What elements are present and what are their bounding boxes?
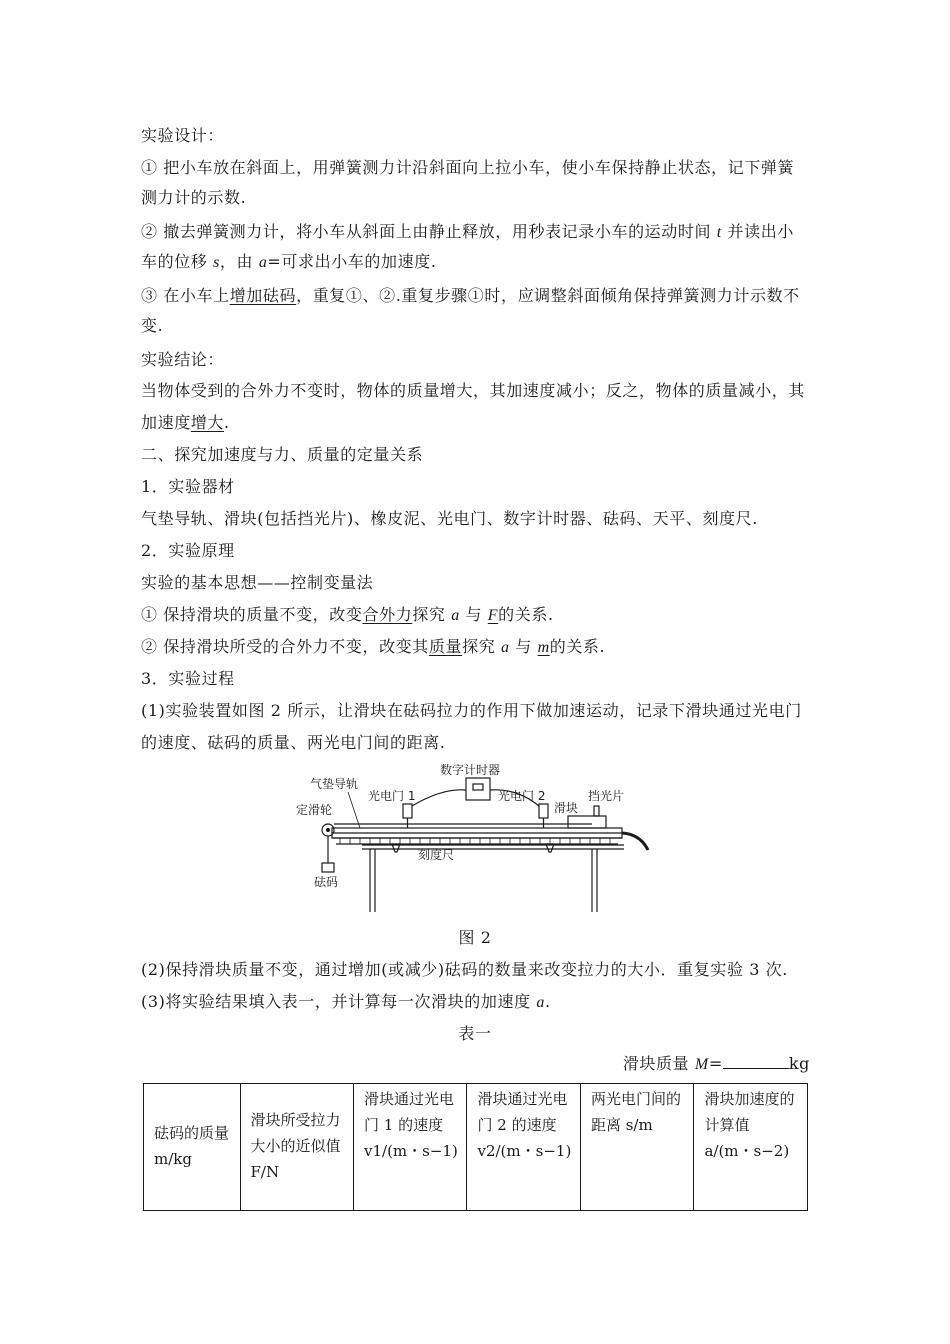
underlined-answer: 质量	[428, 637, 463, 656]
design-step2-line1	[141, 222, 813, 243]
design-step1-line1: ① 把小车放在斜面上，用弹簧测力计沿斜面向上拉小车，使小车保持静止状态，记下弹簧	[141, 158, 795, 177]
label-weight: 砝码	[314, 875, 339, 889]
variable-t: t	[716, 224, 722, 241]
text-fragment: 车的位移	[141, 252, 214, 271]
mass-unit: kg	[788, 1054, 810, 1073]
process-heading: 3．实验过程	[141, 669, 235, 688]
design-step3-line1	[141, 286, 813, 306]
text-fragment: ，由	[219, 252, 259, 271]
variable-a: a	[536, 994, 545, 1011]
text-fragment: ② 撤去弹簧测力计，将小车从斜面上由静止释放，用秒表记录小车的运动时间	[141, 222, 717, 241]
air-hose	[622, 833, 648, 850]
timer-cable	[412, 790, 466, 806]
process-step2: (2)保持滑块质量不变，通过增加(或减少)砝码的数量来改变拉力的大小．重复实验 3 次.	[141, 960, 788, 979]
equipment-heading: 1．实验器材	[141, 477, 235, 496]
part2-heading: 二、探究加速度与力、质量的定量关系	[141, 445, 424, 464]
underlined-answer: 合外力	[362, 605, 413, 624]
apparatus-diagram	[292, 760, 662, 920]
conclusion-heading: 实验结论：	[141, 350, 225, 369]
text-fragment: 与	[459, 605, 488, 624]
header-weight-mass: 砝码的质量 m/kg	[144, 1084, 241, 1211]
text-fragment: (3)将实验结果填入表一，并计算每一次滑块的加速度	[141, 992, 537, 1011]
label-timer: 数字计时器	[440, 763, 501, 777]
text-fragment: ③ 在小车上	[141, 286, 230, 305]
label-ruler: 刻度尺	[418, 848, 455, 862]
variable-s: s	[213, 254, 220, 271]
text-fragment: =可求出小车的加速度.	[267, 252, 437, 271]
hanging-weight	[322, 863, 334, 872]
header-pull-force: 滑块所受拉力大小的近似值 F/N	[240, 1084, 353, 1211]
text-fragment: ② 保持滑块所受的合外力不变，改变其	[141, 637, 429, 656]
slider-block	[568, 816, 606, 828]
process-step1-line2: 的速度、砝码的质量、两光电门间的距离.	[141, 733, 446, 752]
underlined-answer: 增大	[190, 413, 225, 432]
leader-line	[348, 792, 360, 828]
label-pulley: 定滑轮	[296, 803, 333, 817]
text-fragment: 与	[509, 637, 538, 656]
text-fragment: =	[708, 1054, 723, 1073]
design-step3-line2: 变.	[141, 316, 164, 335]
design-step2-line2	[141, 252, 813, 273]
text-fragment: 加速度	[141, 413, 191, 432]
header-velocity2: 滑块通过光电门 2 的速度 v2/(m・s−1)	[467, 1084, 580, 1211]
text-fragment: 探究	[412, 605, 452, 624]
header-distance: 两光电门间的距离 s/m	[580, 1084, 693, 1211]
label-track: 气垫导轨	[310, 777, 359, 791]
conclusion-line2	[141, 413, 813, 433]
pulley-axle	[327, 829, 330, 832]
label-gate2: 光电门 2	[498, 789, 546, 803]
text-fragment: .	[224, 413, 230, 432]
ruler-ticks	[340, 838, 610, 844]
design-heading: 实验设计：	[141, 126, 225, 145]
variable-m-capital: M	[694, 1056, 709, 1073]
mass-blank[interactable]	[723, 1054, 789, 1069]
results-table	[143, 1083, 808, 1211]
label-slider: 滑块	[554, 801, 579, 815]
variable-m: m	[537, 639, 550, 656]
process-step3	[141, 992, 813, 1013]
label-gate1: 光电门 1	[368, 789, 416, 803]
process-step1-line1: (1)实验装置如图 2 所示，让滑块在砝码拉力的作用下做加速运动，记录下滑块通过光电门	[141, 701, 802, 720]
text-fragment: ，重复①、②.重复步骤①时，应调整斜面倾角保持弹簧测力计示数不	[296, 286, 800, 305]
timer-display	[473, 784, 483, 790]
text-fragment: 探究	[462, 637, 501, 656]
text-fragment: 滑块质量	[622, 1054, 695, 1073]
text-fragment: 的关系.	[498, 605, 554, 624]
variable-a: a	[451, 607, 460, 624]
label-shade: 挡光片	[588, 789, 625, 803]
table-header-row	[144, 1084, 808, 1211]
principle-heading: 2．实验原理	[141, 541, 235, 560]
principle-item1	[141, 605, 813, 626]
text-fragment: ① 保持滑块的质量不变，改变	[141, 605, 363, 624]
conclusion-line1: 当物体受到的合外力不变时，物体的质量增大，其加速度减小；反之，物体的质量减小，其	[141, 381, 806, 400]
text-fragment: 的关系.	[549, 637, 606, 656]
digital-timer	[466, 778, 490, 800]
equipment-list: 气垫导轨、滑块(包括挡光片)、橡皮泥、光电门、数字计时器、砝码、天平、刻度尺.	[141, 509, 758, 528]
photogate-2	[539, 804, 548, 818]
light-shield	[594, 806, 599, 816]
underlined-answer: 增加砝码	[229, 286, 297, 305]
variable-a: a	[500, 639, 510, 656]
principle-text: 实验的基本思想——控制变量法	[141, 573, 374, 592]
figure-caption: 图 2	[458, 928, 492, 947]
header-velocity1: 滑块通过光电门 1 的速度 v1/(m・s−1)	[354, 1084, 467, 1211]
table-title: 表一	[458, 1024, 492, 1043]
header-acceleration: 滑块加速度的计算值 a/(m・s−2)	[694, 1084, 808, 1211]
photogate-1	[403, 804, 412, 818]
variable-f: F	[487, 607, 499, 624]
text-fragment: 并读出小	[721, 222, 794, 241]
design-step1-line2: 测力计的示数.	[141, 188, 247, 207]
principle-item2	[141, 637, 813, 658]
text-fragment: .	[544, 992, 551, 1011]
slider-mass-label	[141, 1054, 810, 1075]
variable-a: a	[258, 254, 268, 271]
